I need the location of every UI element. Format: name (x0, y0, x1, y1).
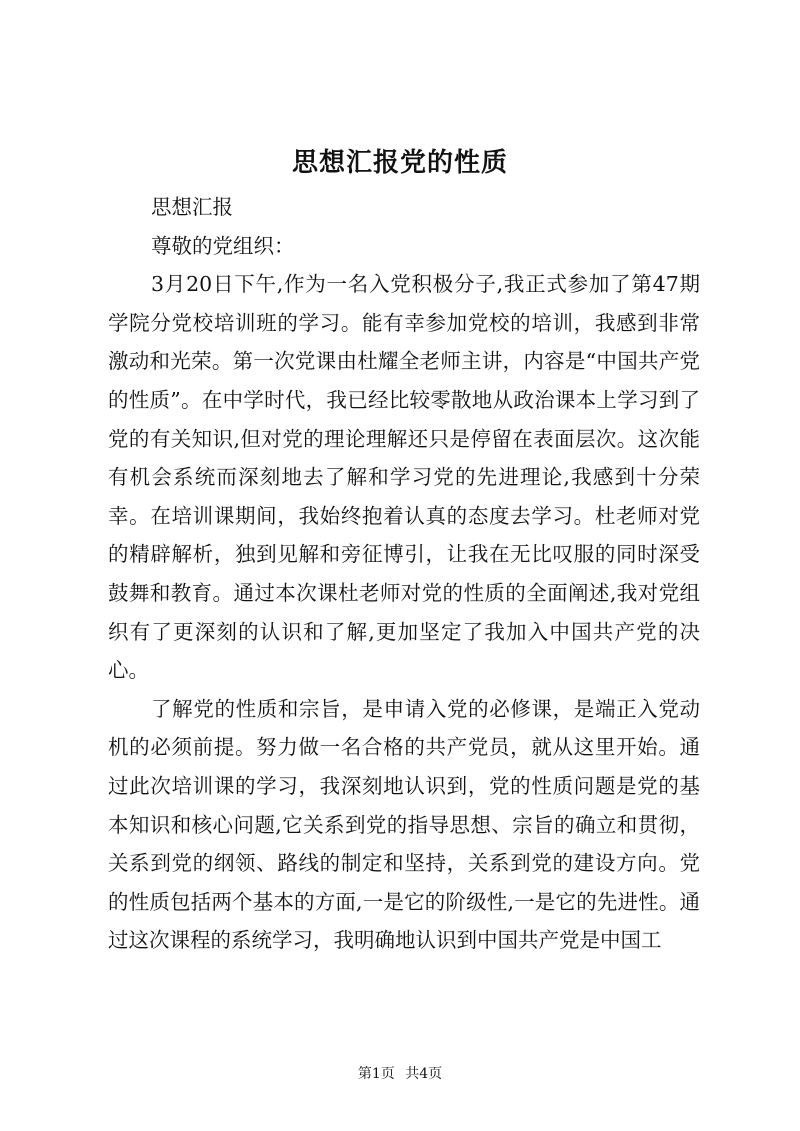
document-body (108, 188, 700, 960)
heading-line: 思想汇报 (151, 195, 234, 219)
body-paragraph: 了解党的性质和宗旨，是申请入党的必修课，是端正入党动机的必须前提。努力做一名合格的共产党员，就从这里开始。通过此次培训课的学习，我深刻地认识到，党的性质问题是党的基本知识和核心问题,它关系到党的指导思想、宗旨的确立和贯彻，关系到党的纲领、路线的制定和坚持，关系到党的建设方向。党的性质包括两个基本的方面,一是它的阶级性,一是它的先进性。通过这次课程的系统学习，我明确地认识到中国共产党是中国工 (108, 696, 700, 953)
salutation: 尊敬的党组织： (151, 233, 295, 258)
body-paragraph: 3月20日下午,作为一名入党积极分子,我正式参加了第47期学院分党校培训班的学习。能有幸参加党校的培训，我感到非常激动和光荣。第一次党课由杜耀全老师主讲，内容是“中国共产党的性质”。在中学时代，我已经比较零散地从政治课本上学习到了党的有关知识,但对党的理论理解还只是停留在表面层次。这次能有机会系统而深刻地去了解和学习党的先进理论,我感到十分荣幸。在培训课期间，我始终抱着认真的态度去学习。杜老师对党的精辟解析，独到见解和旁征博引，让我在无比叹服的同时深受鼓舞和教育。通过本次课杜老师对党的性质的全面阐述,我对党组织有了更深刻的认识和了解,更加坚定了我加入中国共产党的决心。 (108, 272, 700, 683)
document-title: 思想汇报党的性质 (291, 148, 508, 178)
page-footer: 第1页 共4页 (357, 1066, 443, 1082)
